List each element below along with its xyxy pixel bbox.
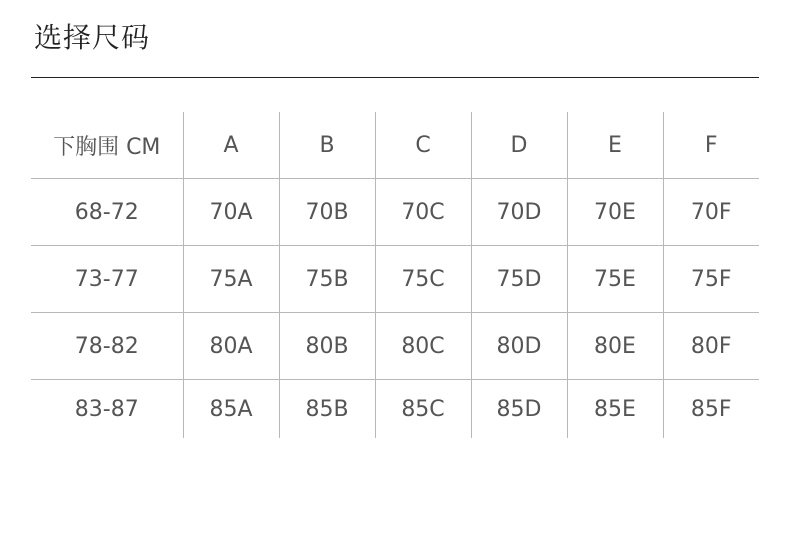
size-cell: 80F bbox=[663, 313, 759, 380]
size-cell: 70F bbox=[663, 179, 759, 246]
size-cell: 80B bbox=[279, 313, 375, 380]
size-cell: 80D bbox=[471, 313, 567, 380]
header-underbust-cm: 下胸围 CM bbox=[31, 112, 183, 179]
header-cup-d: D bbox=[471, 112, 567, 179]
table-row bbox=[31, 380, 759, 439]
header-cup-a: A bbox=[183, 112, 279, 179]
size-cell: 85A bbox=[183, 380, 279, 439]
size-cell: 75E bbox=[567, 246, 663, 313]
size-cell: 85E bbox=[567, 380, 663, 439]
page-title: 选择尺码 bbox=[34, 21, 151, 54]
header-cup-c: C bbox=[375, 112, 471, 179]
table-row bbox=[31, 179, 759, 246]
size-cell: 70C bbox=[375, 179, 471, 246]
table-row bbox=[31, 313, 759, 380]
size-cell: 70D bbox=[471, 179, 567, 246]
size-cell: 85F bbox=[663, 380, 759, 439]
table-row bbox=[31, 246, 759, 313]
size-cell: 80A bbox=[183, 313, 279, 380]
header-cup-b: B bbox=[279, 112, 375, 179]
size-cell: 80C bbox=[375, 313, 471, 380]
size-chart-table bbox=[31, 112, 759, 438]
header-cup-e: E bbox=[567, 112, 663, 179]
header-cup-f: F bbox=[663, 112, 759, 179]
underbust-range-cell: 83-87 bbox=[74, 396, 139, 422]
size-cell: 85C bbox=[375, 380, 471, 439]
title-divider bbox=[31, 77, 759, 78]
size-cell: 70E bbox=[567, 179, 663, 246]
underbust-range-cell: 68-72 bbox=[31, 179, 183, 246]
size-cell: 75A bbox=[183, 246, 279, 313]
size-cell: 70A bbox=[183, 179, 279, 246]
size-cell: 75D bbox=[471, 246, 567, 313]
size-cell: 75B bbox=[279, 246, 375, 313]
size-cell: 85B bbox=[279, 380, 375, 439]
size-cell: 85D bbox=[471, 380, 567, 439]
underbust-range-cell: 73-77 bbox=[31, 246, 183, 313]
size-cell: 80E bbox=[567, 313, 663, 380]
underbust-range-cell: 78-82 bbox=[31, 313, 183, 380]
size-cell: 70B bbox=[279, 179, 375, 246]
table-header-row bbox=[31, 112, 759, 179]
size-cell: 75F bbox=[663, 246, 759, 313]
size-cell: 75C bbox=[375, 246, 471, 313]
